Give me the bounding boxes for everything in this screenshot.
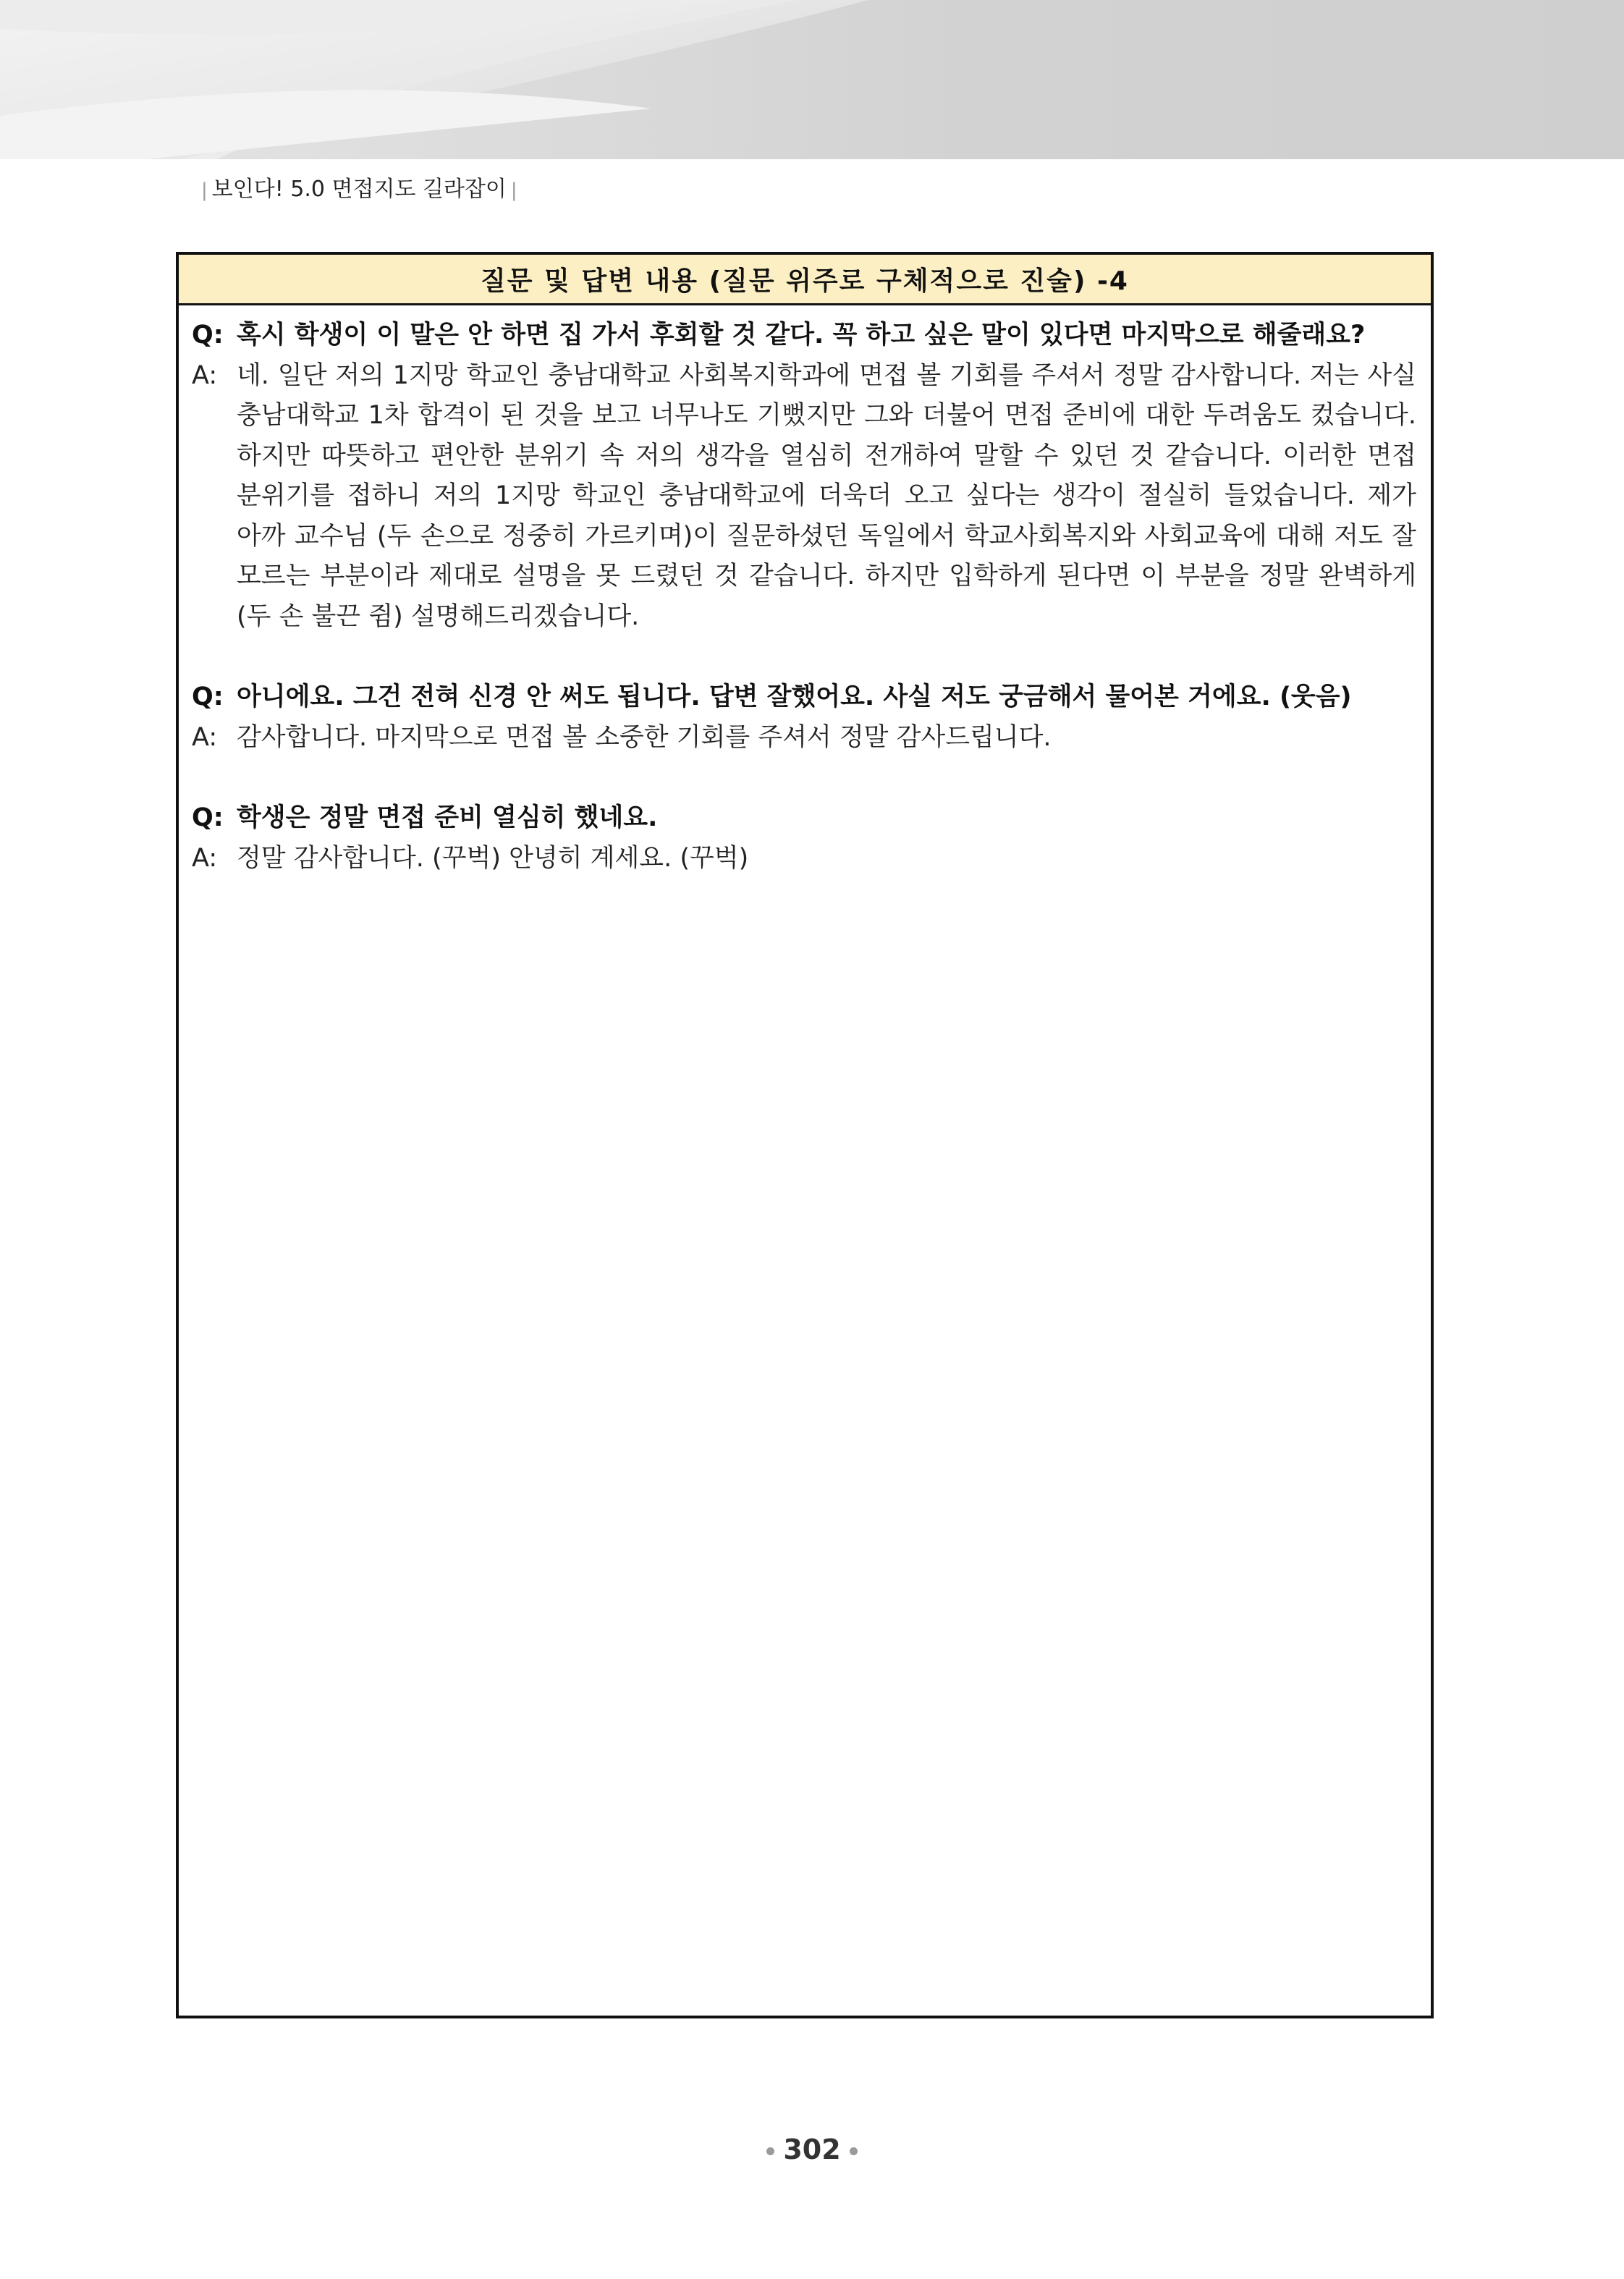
page-footer [0, 2134, 1624, 2165]
spacer [192, 637, 1416, 677]
question-text: 혹시 학생이 이 말은 안 하면 집 가서 후회할 것 같다. 꼭 하고 싶은 말이 있다면 마지막으로 해줄래요? [237, 321, 1366, 350]
question-label: Q: [192, 803, 224, 832]
answer-label: A: [192, 843, 218, 873]
footer-dot-right [850, 2147, 858, 2155]
question-1 [192, 316, 1416, 356]
qa-box [176, 252, 1434, 2018]
question-label: Q: [192, 682, 224, 711]
spacer [192, 758, 1416, 798]
question-text: 학생은 정말 면접 준비 열심히 했네요. [237, 803, 658, 832]
running-title-text: 보인다! 5.0 면접지도 길라잡이 [211, 177, 507, 202]
title-separator-left: | [201, 179, 208, 201]
page-number: 302 [783, 2134, 841, 2165]
running-title [197, 171, 522, 203]
question-text: 아니에요. 그건 전혀 신경 안 써도 됩니다. 답변 잘했어요. 사실 저도 궁금해서 물어본 거에요. (웃음) [237, 682, 1352, 711]
answer-text: 정말 감사합니다. (꾸벅) 안녕히 계세요. (꾸벅) [237, 843, 749, 873]
question-2 [192, 677, 1416, 718]
answer-1 [192, 356, 1416, 638]
answer-2 [192, 718, 1416, 758]
footer-dot-left [766, 2147, 774, 2155]
qa-box-title: 질문 및 답변 내용 (질문 위주로 구체적으로 진술) -4 [179, 255, 1431, 305]
answer-text: 감사합니다. 마지막으로 면접 볼 소중한 기회를 주셔서 정말 감사드립니다. [237, 722, 1052, 752]
question-3 [192, 798, 1416, 839]
qa-body [179, 305, 1431, 879]
answer-text: 네. 일단 저의 1지망 학교인 충남대학교 사회복지학과에 면접 볼 기회를 주셔서 정말 감사합니다. 저는 사실 충남대학교 1차 합격이 된 것을 보고 너무나도 기뻤지만 그와 더불어 면접 준비에 대한 두려움도 컸습니다. 하지만 따뜻하고 편안한 분위기 속 저의 생각을 열심히 전개하여 말할 수 있던 것 같습니다. 이러한 면접 분위기를 접하니 저의 1지망 학교인 충남대학교에 더욱더 오고 싶다는 생각이 절실히 들었습니다. 제가 아까 교수님 (두 손으로 정중히 가르키며)이 질문하셨던 독일에서 학교사회복지와 사회교육에 대해 저도 잘 모르는 부분이라 제대로 설명을 못 드렸던 것 같습니다. 하지만 입학하게 된다면 이 부분을 정말 완벽하게 (두 손 불끈 쥠) 설명해드리겠습니다. [237, 360, 1416, 631]
answer-label: A: [192, 722, 218, 752]
answer-3 [192, 839, 1416, 879]
title-separator-right: | [510, 179, 517, 201]
answer-label: A: [192, 360, 218, 390]
question-label: Q: [192, 321, 224, 350]
